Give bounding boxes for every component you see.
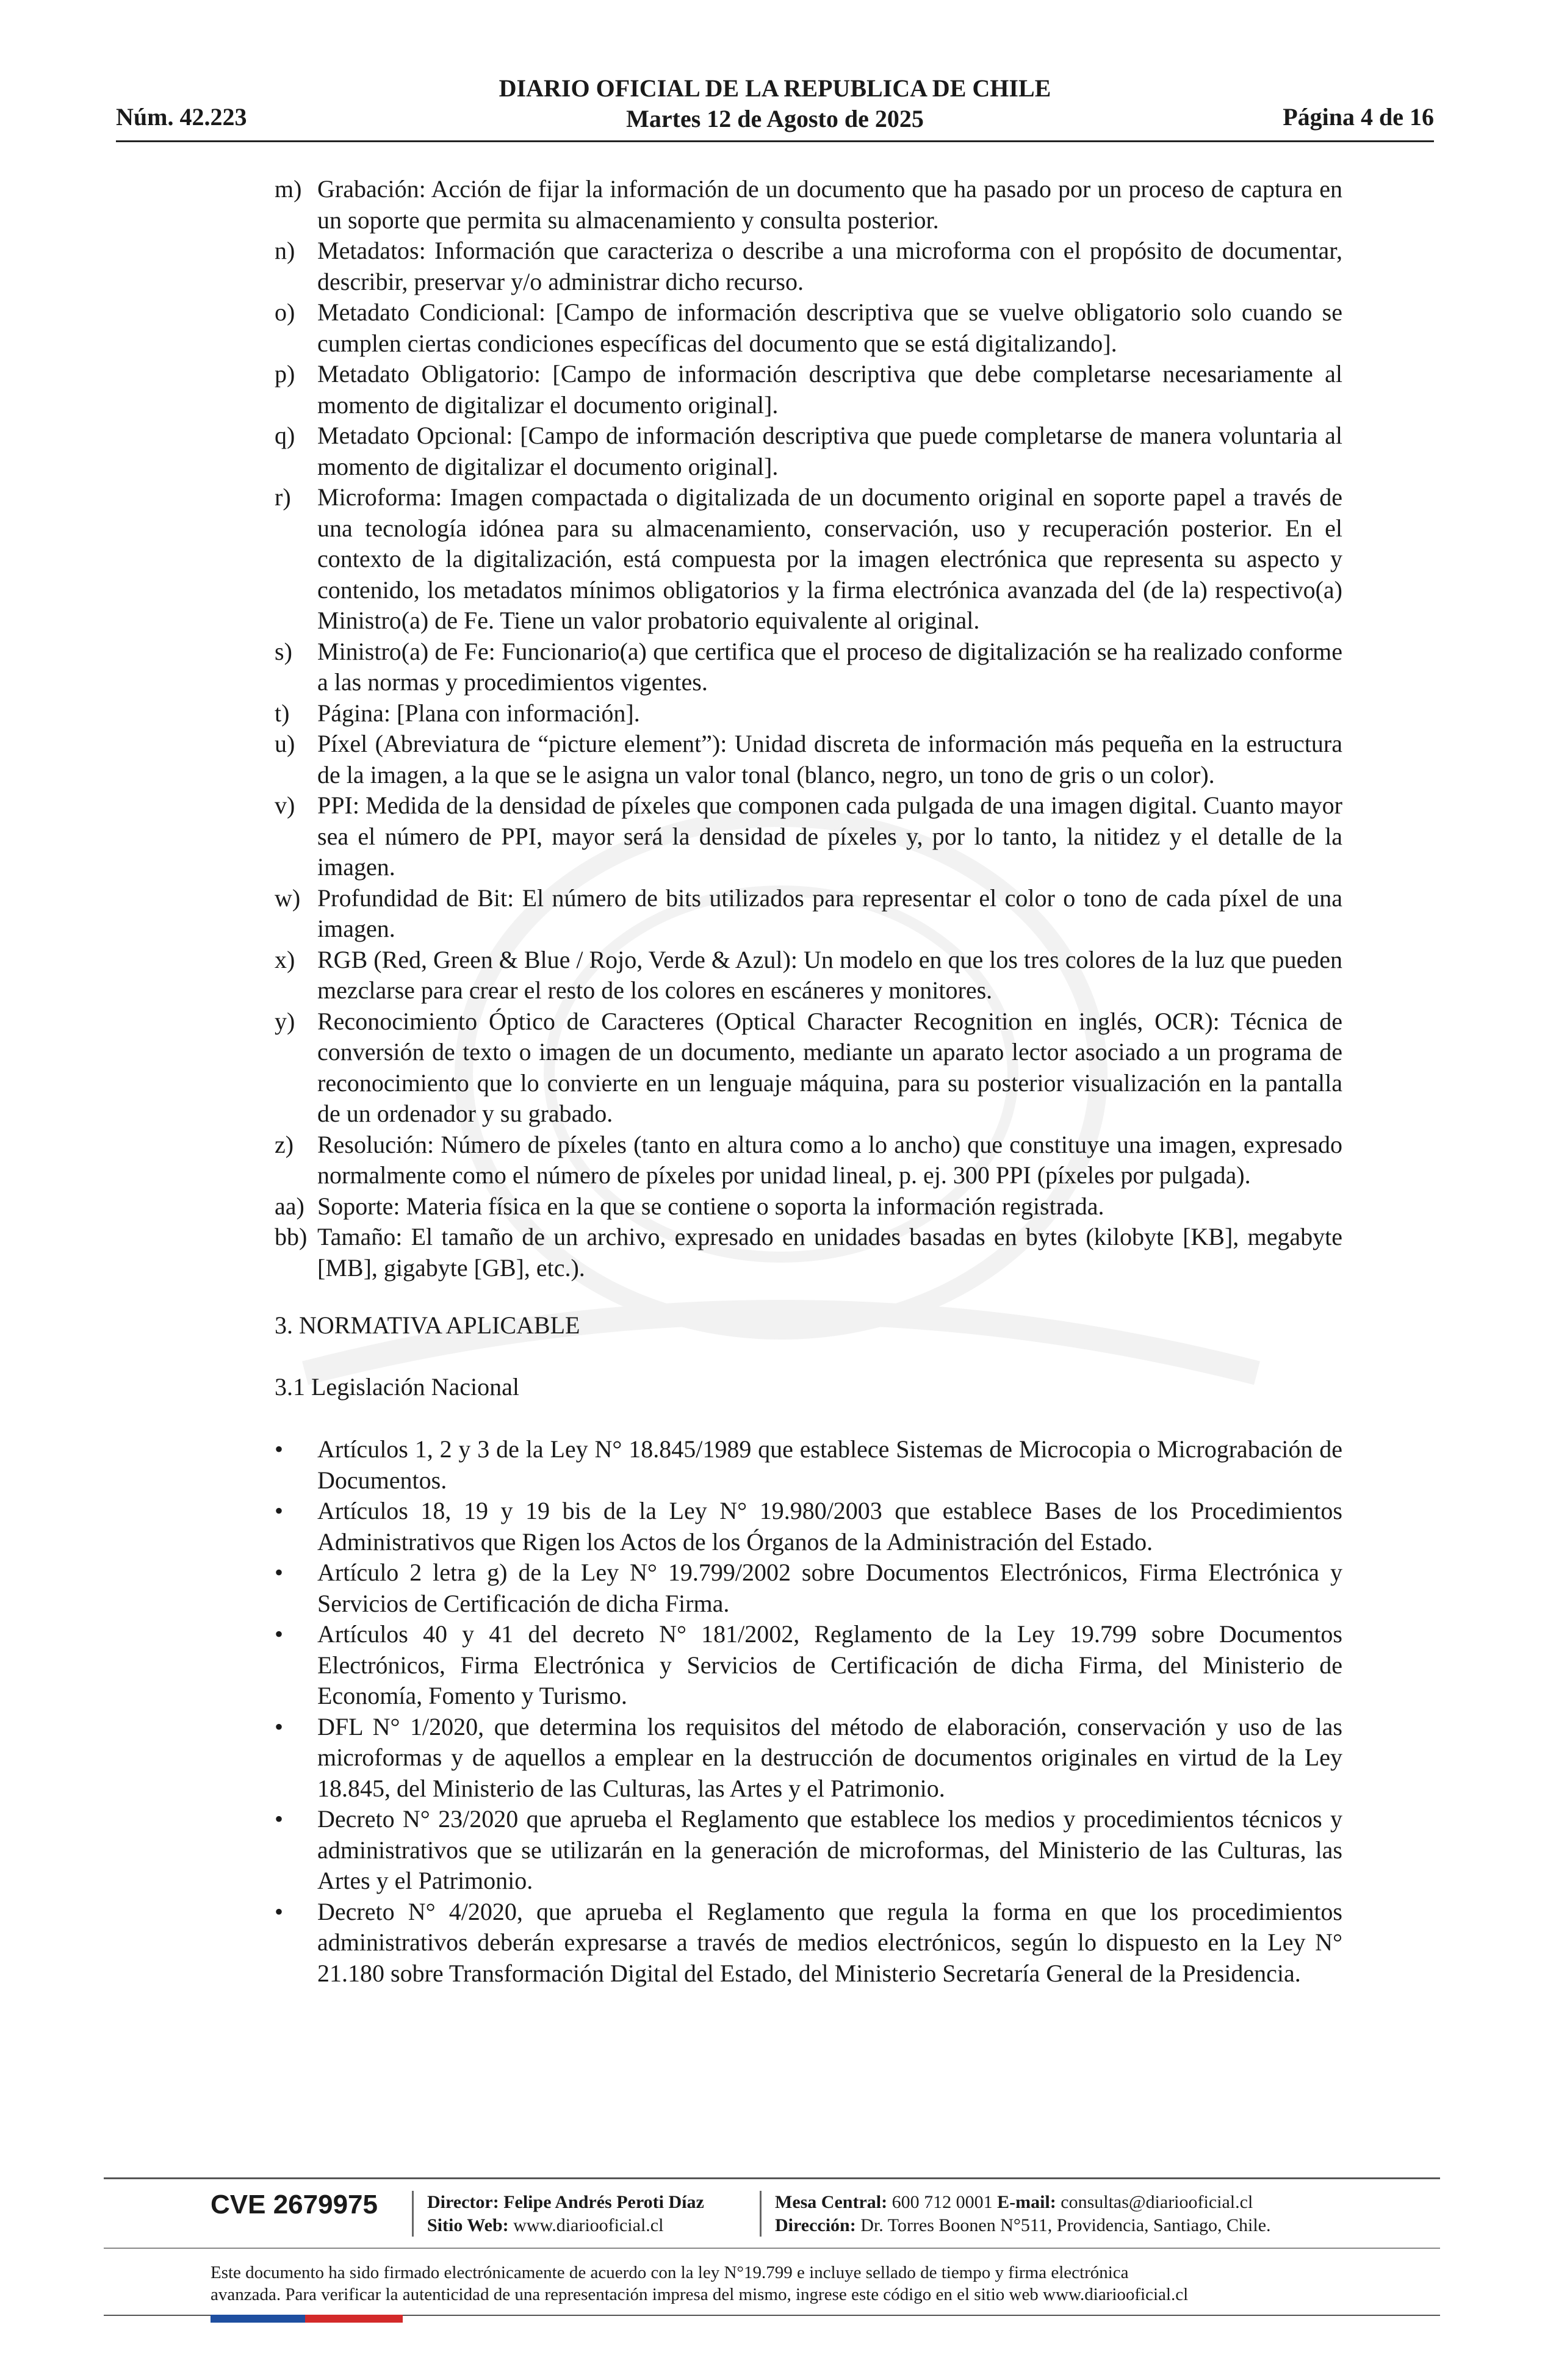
mesa-value: 600 712 0001 <box>891 2192 993 2212</box>
definition-label: n) <box>275 237 295 264</box>
document-body <box>275 174 1342 1989</box>
definition-label: o) <box>275 298 295 326</box>
signature-note-line: Este documento ha sido firmado electrónicamente de acuerdo con la ley N°19.799 e incluye sellado de tiempo y firma electrónica <box>211 2263 1129 2282</box>
law-text: Artículos 1, 2 y 3 de la Ley N° 18.845/1989 que establece Sistemas de Microcopia o Micrograbación de Documentos. <box>317 1435 1342 1494</box>
law-item <box>275 1496 1342 1557</box>
email-label: E-mail: <box>997 2192 1056 2212</box>
web-link[interactable]: www.diariooficial.cl <box>513 2215 664 2235</box>
definition-text: Píxel (Abreviatura de “picture element”): Unidad discreta de información más pequeña en la estructura de la imagen, a la que se le asigna un valor tonal (blanco, negro, un tono de gris o un color). <box>317 730 1342 788</box>
law-item <box>275 1619 1342 1712</box>
law-text: Artículo 2 letra g) de la Ley N° 19.799/2002 sobre Documentos Electrónicos, Firma Electrónica y Servicios de Certificación de dicha Firma. <box>317 1559 1342 1617</box>
definition-text: Resolución: Número de píxeles (tanto en altura como a lo ancho) que constituye una imagen, expresado normalmente como el número de píxeles por unidad lineal, p. ej. 300 PPI (píxeles por pulgada). <box>317 1130 1342 1189</box>
email-link[interactable]: consultas@diariooficial.cl <box>1061 2192 1253 2212</box>
laws-list <box>275 1434 1342 1989</box>
law-item <box>275 1804 1342 1897</box>
law-text: Artículos 18, 19 y 19 bis de la Ley N° 19.980/2003 que establece Bases de los Procedimientos Administrativos que Rigen los Actos de los Órganos de la Administración del Estado. <box>317 1497 1342 1556</box>
bullet-icon: • <box>275 1435 284 1463</box>
definition-item <box>275 236 1342 297</box>
law-item <box>275 1557 1342 1619</box>
definition-label: p) <box>275 360 295 388</box>
footer-separator <box>412 2191 414 2237</box>
law-text: Decreto N° 23/2020 que aprueba el Reglamento que establece los medios y procedimientos técnicos y administrativos que se utilizarán en la generación de microformas, del Ministerio de las Culturas, las Artes y el Patrimonio. <box>317 1805 1342 1894</box>
definition-text: Microforma: Imagen compactada o digitalizada de un documento original en soporte papel a través de una tecnología idónea para su almacenamiento, conservación, uso y recuperación posterior. En el contexto de la digitalización, está compuesta por la imagen electrónica que representa su aspecto y contenido, los metadatos mínimos obligatorios y la firma electrónica avanzada del (de la) respectivo(a) Ministro(a) de Fe. Tiene un valor probatorio equivalente al original. <box>317 483 1342 634</box>
definition-label: q) <box>275 422 295 449</box>
flag-stripe-red <box>305 2315 403 2323</box>
definition-label: t) <box>275 699 290 727</box>
definition-label: w) <box>275 884 301 912</box>
director-label: Director: <box>427 2192 499 2212</box>
mesa-label: Mesa Central: <box>775 2192 888 2212</box>
definition-item <box>275 297 1342 359</box>
footer-top-rule <box>104 2177 1440 2179</box>
law-item <box>275 1712 1342 1805</box>
publication-title: DIARIO OFICIAL DE LA REPUBLICA DE CHILE <box>499 74 1051 102</box>
definition-label: m) <box>275 175 302 203</box>
definition-item <box>275 359 1342 420</box>
definition-label: y) <box>275 1007 295 1035</box>
law-text: Decreto N° 4/2020, que aprueba el Reglamento que regula la forma en que los procedimientos administrativos deberán expresarse a través de medios electrónicos, según lo dispuesto en la Ley N° 21.180 sobre Transformación Digital del Estado, del Ministerio Secretaría General de la Presidencia. <box>317 1897 1342 1987</box>
law-text: Artículos 40 y 41 del decreto N° 181/2002, Reglamento de la Ley 19.799 sobre Documentos Electrónicos, Firma Electrónica y Servicios de Certificación de dicha Firma, del Ministerio de Economía, Fomento y Turismo. <box>317 1620 1342 1709</box>
definition-text: Tamaño: El tamaño de un archivo, expresado en unidades basadas en bytes (kilobyte [KB], megabyte [MB], gigabyte [GB], etc.). <box>317 1223 1342 1282</box>
definition-label: s) <box>275 637 292 665</box>
definition-item <box>275 1006 1342 1130</box>
section-title: 3. NORMATIVA APLICABLE <box>275 1311 580 1339</box>
definitions-list <box>275 174 1342 1283</box>
definition-text: PPI: Medida de la densidad de píxeles que componen cada pulgada de una imagen digital. Cuanto mayor sea el número de PPI, mayor será la densidad de píxeles y, por lo tanto, la nitidez y el detalle de la imagen. <box>317 792 1342 881</box>
definition-item <box>275 1130 1342 1191</box>
bullet-icon: • <box>275 1712 284 1740</box>
definition-text: Grabación: Acción de fijar la información de un documento que ha pasado por un proceso de captura en un soporte que permita su almacenamiento y consulta posterior. <box>317 175 1342 234</box>
definition-text: Ministro(a) de Fe: Funcionario(a) que certifica que el proceso de digitalización se ha realizado conforme a las normas y procedimientos vigentes. <box>317 637 1342 696</box>
web-label: Sitio Web: <box>427 2215 509 2235</box>
footer-separator <box>760 2191 762 2237</box>
definition-item <box>275 790 1342 883</box>
definition-item <box>275 1222 1342 1283</box>
definition-label: aa) <box>275 1192 304 1220</box>
definition-item <box>275 729 1342 790</box>
definition-item <box>275 636 1342 698</box>
law-item <box>275 1897 1342 1989</box>
definition-item <box>275 883 1342 945</box>
definition-text: RGB (Red, Green & Blue / Rojo, Verde & Azul): Un modelo en que los tres colores de la luz que pueden mezclarse para crear el resto de los colores en escáneres y monitores. <box>317 945 1342 1004</box>
page-header <box>116 73 1434 146</box>
definition-label: r) <box>275 483 291 511</box>
definition-text: Soporte: Materia física en la que se contiene o soporta la información registrada. <box>317 1192 1104 1220</box>
definition-item <box>275 1191 1342 1222</box>
address-value: Dr. Torres Boonen N°511, Providencia, Santiago, Chile. <box>860 2215 1271 2235</box>
header-center <box>116 73 1434 134</box>
definition-text: Metadato Obligatorio: [Campo de información descriptiva que debe completarse necesariamente al momento de digitalizar el documento original]. <box>317 360 1342 419</box>
publication-date: Martes 12 de Agosto de 2025 <box>626 105 924 132</box>
bullet-icon: • <box>275 1897 284 1925</box>
director-name: Felipe Andrés Peroti Díaz <box>503 2192 704 2212</box>
law-item <box>275 1434 1342 1496</box>
flag-stripe-blue <box>211 2315 305 2323</box>
signature-note <box>211 2262 1339 2306</box>
definition-label: v) <box>275 792 295 819</box>
definition-item <box>275 482 1342 636</box>
bullet-icon: • <box>275 1559 284 1586</box>
bullet-icon: • <box>275 1805 284 1833</box>
issue-number: Núm. 42.223 <box>116 103 247 131</box>
definition-text: Metadato Opcional: [Campo de información descriptiva que puede completarse de manera voluntaria al momento de digitalizar el documento original]. <box>317 422 1342 480</box>
definition-item <box>275 945 1342 1006</box>
definition-label: x) <box>275 945 295 973</box>
definition-label: bb) <box>275 1223 308 1250</box>
definition-item <box>275 420 1342 482</box>
definition-text: Profundidad de Bit: El número de bits utilizados para representar el color o tono de cada píxel de una imagen. <box>317 884 1342 942</box>
subsection-title: 3.1 Legislación Nacional <box>275 1372 519 1401</box>
definition-text: Metadato Condicional: [Campo de información descriptiva que se vuelve obligatorio solo cuando se cumplen ciertas condiciones específicas del documento que se está digitalizando]. <box>317 298 1342 357</box>
law-text: DFL N° 1/2020, que determina los requisitos del método de elaboración, conservación y uso de las microformas y de aquellos a emplear en la destrucción de documentos originales en virtud de la Ley 18.845, del Ministerio de las Culturas, las Artes y el Patrimonio. <box>317 1712 1342 1802</box>
definition-text: Reconocimiento Óptico de Caracteres (Optical Character Recognition en inglés, OCR): Técnica de conversión de texto o imagen de un documento, mediante un aparato lector asociado a un programa de reconocimiento que lo convierte en un lenguaje máquina, para su posterior visualización en la pantalla de un ordenador y su grabado. <box>317 1007 1342 1127</box>
footer-contact-block <box>775 2191 1271 2237</box>
definition-text: Metadatos: Información que caracteriza o describe a una microforma con el propósito de documentar, describir, preservar y/o administrar dicho recurso. <box>317 237 1342 295</box>
footer-mid-rule <box>104 2248 1440 2249</box>
cve-code: CVE 2679975 <box>211 2190 378 2220</box>
signature-note-line: avanzada. Para verificar la autenticidad de una representación impresa del mismo, ingrese este código en el sitio web www.diariooficial.cl <box>211 2285 1189 2304</box>
page-number: Página 4 de 16 <box>1283 103 1434 131</box>
definition-label: u) <box>275 730 295 757</box>
address-label: Dirección: <box>775 2215 856 2235</box>
definition-text: Página: [Plana con información]. <box>317 699 640 727</box>
definition-label: z) <box>275 1130 294 1158</box>
definition-item <box>275 174 1342 236</box>
footer-director-block <box>427 2191 704 2237</box>
bullet-icon: • <box>275 1497 284 1524</box>
definition-item <box>275 698 1342 729</box>
header-divider <box>116 140 1434 142</box>
bullet-icon: • <box>275 1620 284 1648</box>
